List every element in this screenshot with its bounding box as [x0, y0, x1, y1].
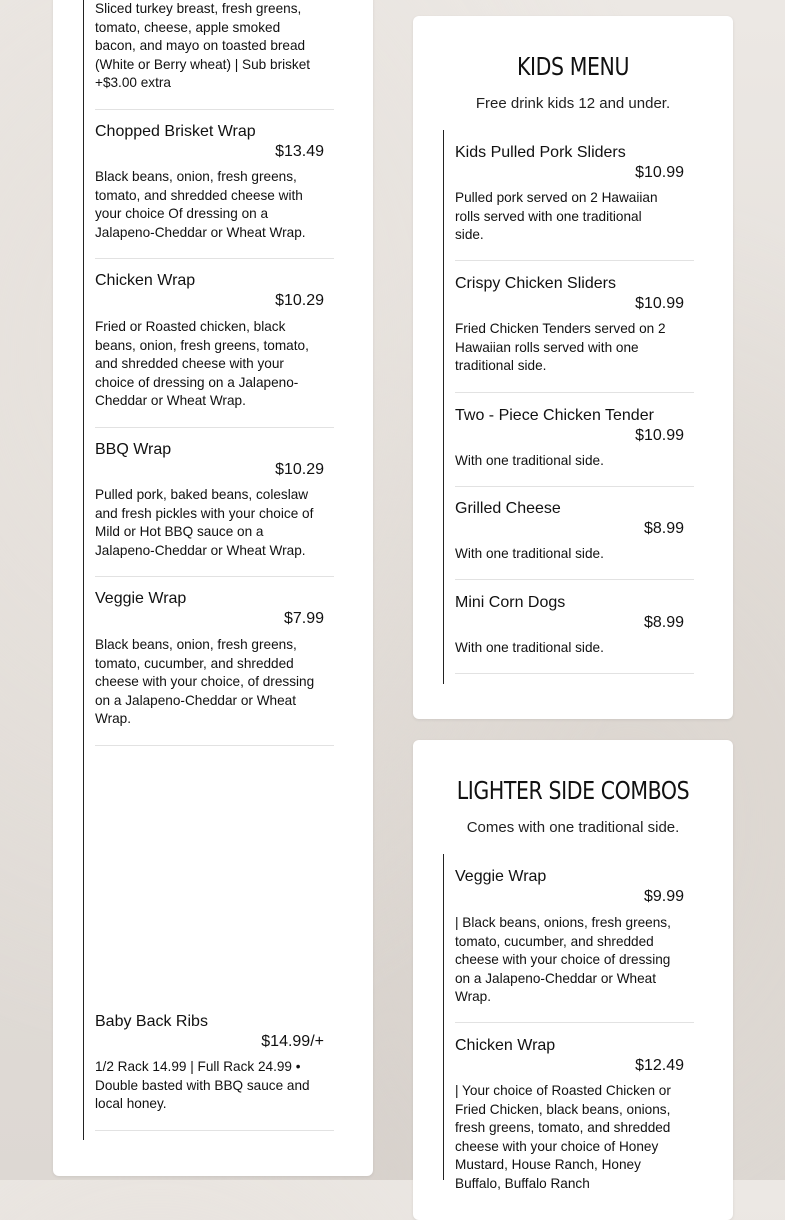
item-name: Kids Pulled Pork Sliders: [455, 144, 626, 161]
item-price: $10.29: [275, 292, 324, 309]
item-divider: [455, 392, 694, 393]
item-divider: [455, 673, 694, 674]
item-divider: [95, 745, 334, 746]
menu-item: [455, 1037, 694, 1191]
item-name: Baby Back Ribs: [95, 1013, 208, 1030]
item-description: Sliced turkey breast, fresh greens, tomato, cheese, apple smoked bacon, and mayo on toasted bread (White or Berry wheat) | Sub brisket +$3.00 extra: [95, 1, 311, 90]
item-divider: [95, 258, 334, 259]
item-price: $10.99: [635, 295, 684, 312]
kids-item-list: [443, 130, 703, 684]
item-price: $13.49: [275, 143, 324, 160]
lighter-side-combos-card: [413, 740, 733, 1220]
item-divider: [95, 576, 334, 577]
menu-item: [95, 1013, 334, 1131]
menu-item: [455, 868, 694, 1023]
menu-item: [95, 123, 334, 259]
item-price: $14.99/+: [261, 1033, 324, 1050]
item-name: Two - Piece Chicken Tender: [455, 407, 654, 424]
item-description: | Your choice of Roasted Chicken or Fried Chicken, black beans, onions, fresh greens, tomato, and shredded cheese with your choice of Honey Mustard, House Ranch, Honey Buffalo, Buffalo Ranch: [455, 1083, 671, 1191]
item-price: $9.99: [643, 888, 684, 905]
item-name: BBQ Wrap: [95, 441, 172, 458]
wraps-item-list: [83, 0, 343, 1140]
item-name: Chicken Wrap: [455, 1037, 556, 1054]
menu-item: [455, 500, 694, 580]
item-name: Chicken Wrap: [95, 272, 196, 289]
item-divider: [455, 1022, 694, 1023]
menu-item: [455, 144, 694, 261]
menu-item: [455, 407, 694, 487]
section-title: LIGHTER SIDE COMBOS: [456, 776, 690, 805]
item-price: $10.99: [635, 164, 684, 181]
item-divider: [455, 260, 694, 261]
kids-menu-card: [413, 16, 733, 719]
item-name: Mini Corn Dogs: [455, 594, 566, 611]
section-title: KIDS MENU: [516, 52, 630, 81]
item-divider: [95, 1130, 334, 1131]
item-description: Pulled pork, baked beans, coleslaw and fresh pickles with your choice of Mild or Hot BBQ sauce on a Jalapeno-Cheddar or Wheat Wrap.: [95, 487, 314, 558]
item-price: $8.99: [643, 520, 684, 537]
menu-item: [95, 590, 334, 746]
item-description: | Black beans, onions, fresh greens, tomato, cucumber, and shredded cheese with your choice of dressing on a Jalapeno-Cheddar or Wheat Wrap.: [455, 915, 671, 1004]
item-name: Veggie Wrap: [95, 590, 187, 607]
item-price: $8.99: [643, 614, 684, 631]
item-description: With one traditional side.: [455, 453, 604, 468]
menu-item: [455, 275, 694, 393]
wraps-menu-card: [53, 0, 373, 1176]
item-divider: [95, 109, 334, 110]
item-name: Veggie Wrap: [455, 868, 547, 885]
item-description: Black beans, onion, fresh greens, tomato, and shredded cheese with your choice Of dressing on a Jalapeno-Cheddar or Wheat Wrap.: [95, 169, 306, 240]
item-name: Chopped Brisket Wrap: [95, 123, 256, 140]
item-name: Crispy Chicken Sliders: [455, 275, 616, 292]
item-price: $7.99: [283, 610, 324, 627]
item-price: $10.29: [275, 461, 324, 478]
menu-item: [455, 594, 694, 674]
menu-item: [95, 441, 334, 577]
item-divider: [455, 579, 694, 580]
item-description: With one traditional side.: [455, 640, 604, 655]
item-description: Fried or Roasted chicken, black beans, onion, fresh greens, tomato, and shredded cheese with your choice of dressing on a Jalapeno-Cheddar or Wheat Wrap.: [95, 319, 309, 408]
item-description: With one traditional side.: [455, 546, 604, 561]
menu-item: [95, 272, 334, 428]
item-name: Grilled Cheese: [455, 500, 561, 517]
item-divider: [95, 427, 334, 428]
menu-item: [95, 0, 334, 110]
section-subtitle: Free drink kids 12 and under.: [475, 95, 671, 112]
item-price: $10.99: [635, 427, 684, 444]
item-description: 1/2 Rack 14.99 | Full Rack 24.99 • Double basted with BBQ sauce and local honey.: [95, 1059, 310, 1111]
item-divider: [455, 486, 694, 487]
item-description: Pulled pork served on 2 Hawaiian rolls served with one traditional side.: [455, 190, 658, 242]
section-subtitle: Comes with one traditional side.: [466, 819, 680, 836]
item-price: $12.49: [635, 1057, 684, 1074]
lighter-item-list: [443, 854, 703, 1191]
item-description: Fried Chicken Tenders served on 2 Hawaiian rolls served with one traditional side.: [455, 321, 666, 373]
item-description: Black beans, onion, fresh greens, tomato, cucumber, and shredded cheese with your choice, of dressing on a Jalapeno-Cheddar or Wheat Wrap.: [95, 637, 315, 726]
